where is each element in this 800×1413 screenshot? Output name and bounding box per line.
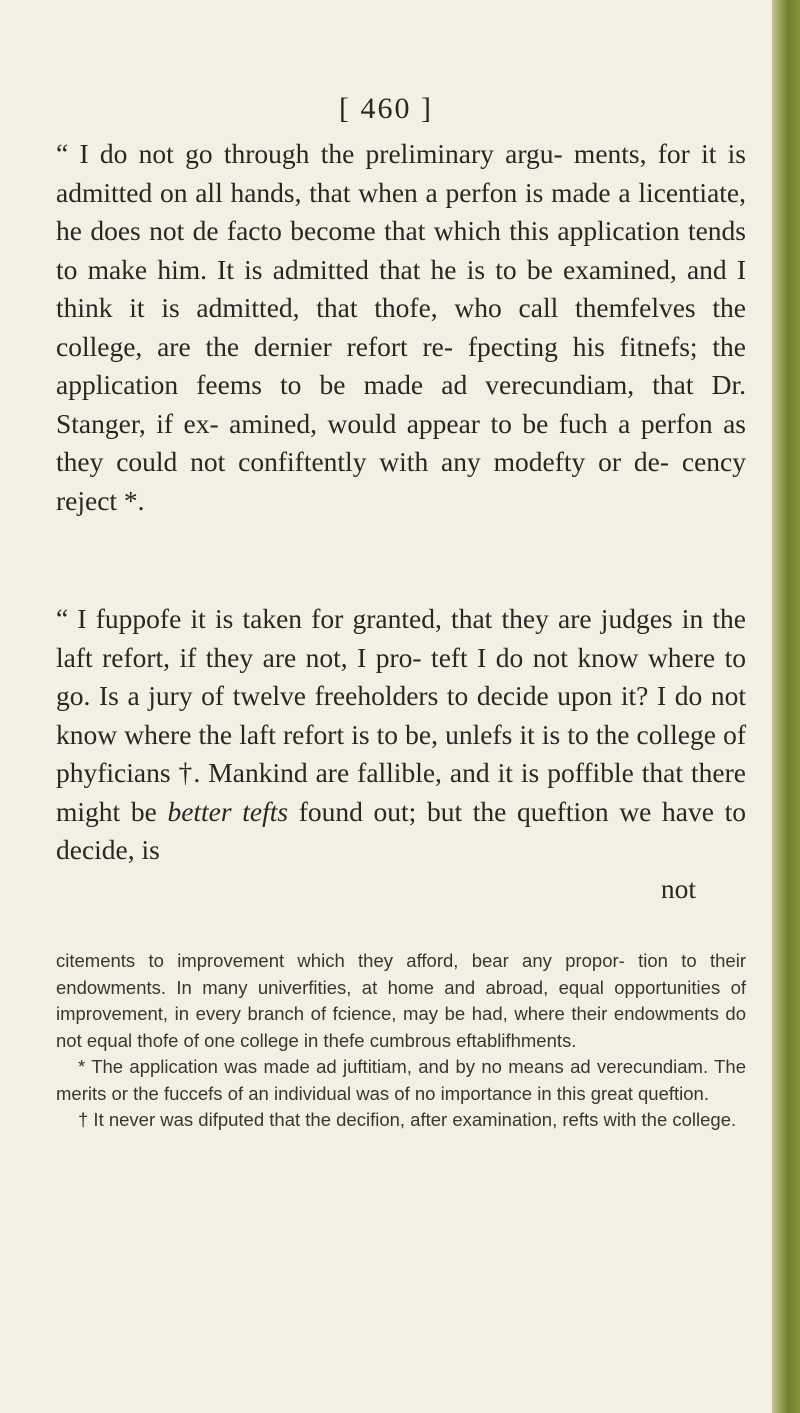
catchword: not bbox=[660, 872, 696, 904]
page-edge-binding bbox=[772, 0, 800, 1413]
footnote-dagger: † It never was difputed that the decifion, after examination, refts with the college. bbox=[78, 1109, 737, 1130]
paragraph-1-text: “ I do not go through the preliminary argu- ments, for it is admitted on all hands, that when a perfon is made a licentiate, he does not de facto become that which this application tends to make him. It is admitted that he is to be examined, and I think it is admitted, that thofe, who call themfelves the college, are the dernier refort re- fpecting his fitnefs; the application feems to be made ad verecundiam, that Dr. Stanger, if ex- amined, would appear to be fuch a perfon as they could not confiftently with any modefty or de- cency reject *. bbox=[56, 138, 746, 516]
paragraph-2-text bbox=[56, 600, 746, 870]
footnotes bbox=[56, 948, 746, 1134]
page-number: [ 460 ] bbox=[339, 92, 433, 125]
paragraph-2-end: found out; but the queftion we have to decide, is bbox=[56, 795, 746, 865]
paragraph-1 bbox=[56, 135, 746, 520]
footnote-continuation: citements to improvement which they afford, bear any propor- tion to their endowments. In many univerfities, at home and abroad, equal opportunities of improvement, in every branch of fcience, may be had, where their endowments do not equal thofe of one college in thefe cumbrous eftablifhments. bbox=[56, 950, 746, 1051]
paragraph-2-start: “ I fuppofe it is taken for granted, that they are judges in the laft refort, if they are not, I pro- teft I do not know where to go. Is a jury of twelve freeholders to decide upon it? I do not know where the laft refort is to be, unlefs it is to the college of phyficians †. Mankind are fallible, and it is poffible that there might be bbox=[56, 603, 746, 827]
footnote-star: * The application was made ad juftitiam, and by no means ad verecundiam. The merits or the fuccefs of an individual was of no importance in this great queftion. bbox=[56, 1056, 746, 1104]
paragraph-2-italic: better tefts bbox=[167, 795, 289, 827]
paragraph-2 bbox=[56, 600, 746, 908]
